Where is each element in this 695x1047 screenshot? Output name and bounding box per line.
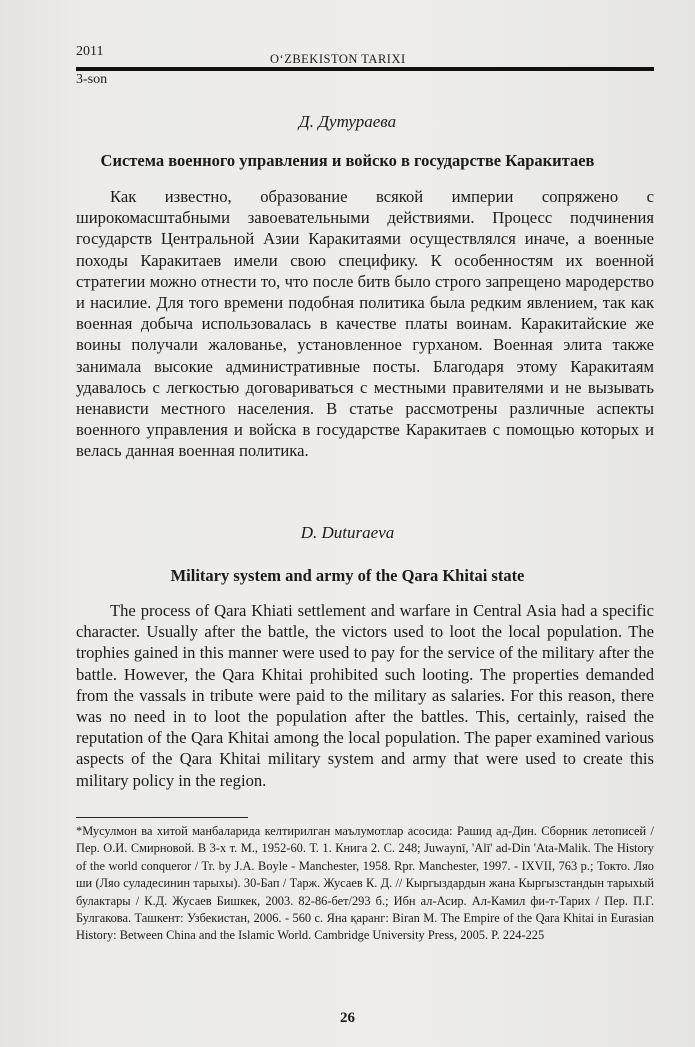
russian-author: Д. Дутураева bbox=[298, 112, 397, 131]
footnote-rule bbox=[76, 817, 248, 818]
page-number: 26 bbox=[340, 1010, 355, 1026]
header-journal-title: O‘ZBEKISTON TARIXI bbox=[270, 52, 406, 66]
russian-abstract: Как известно, образование всякой империи сопряжено с широкомасштабными завоевательными действиями. Процесс подчинения государств Центральной Азии Каракитаями осуществлялся иначе, а военные походы Каракитаев имели свою специфику. К особенностям их военной стратегии можно отнести то, что после битв было строго запрещено мародерство и насилие. Для того времени подобная политика была редким явлением, так как военная добыча использовалась в качестве платы воинам. Каракитайские же воины получали жалованье, установленное гурханом. Военная элита также занимала высокие административные посты. Благодаря этому Каракитаям удавалось с легкостью договариваться с местными правителями и не вызывать ненависти местного населения. В статье рассмотрены различные аспекты военного управления и войска в государстве Каракитаев с помощью которых и велась данная военная политика. bbox=[76, 187, 654, 461]
english-title: Military system and army of the Qara Khitai state bbox=[170, 566, 525, 585]
header-rule bbox=[76, 67, 654, 71]
header-year: 2011 bbox=[76, 44, 104, 59]
footnote: *Мусулмон ва хитой манбаларида келтирилган маълумотлар асосида: Рашид ад-Дин. Сборник летописей / Пер. О.И. Смирновой. В 3-х т. М., 1952-60. Т. 1. Книга 2. С. 248; Juwaynī, 'Alī' ad-Din 'Ata-Malik. The History of the world conqueror / Tr. by J.A. Boyle - Manchester, 1958. Rpr. Manchester, 1997. - IXVII, 763 p.; Токто. Ляо ши (Ляо суладесинин тарыхы). 30-Бап / Тарж. Жусаев К. Д. // Кыргыздардын жана Кыргызстандын тарыхый булактары / К.Д. Жусаев Бишкек, 2003. 82-86-бет/293 б.; Ибн ал-Асир. Ал-Камил фи-т-Тарих / Пер. П.Г. Булгакова. Ташкент: Узбекистан, 2006. - 560 с. Яна қаранг: Biran M. The Empire of the Qara Khitai in Eurasian History: Between China and the Islamic World. Cambridge University Press, 2005. P. 224-225 bbox=[76, 824, 654, 943]
english-abstract: The process of Qara Khiati settlement and warfare in Central Asia had a specific character. Usually after the battle, the victors used to loot the local population. The trophies gained in this manner were used to pay for the service of the military after the battle. However, the Qara Khitai prohibited such looting. The properties demanded from the vassals in tribute were paid to the military as salaries. For this reason, there was no need in to loot the population after the battles. This, certainly, raised the reputation of the Qara Khitai among the local population. The paper examined various aspects of the Qara Khitai military system and army that were used to create this military policy in the region. bbox=[76, 601, 654, 790]
header-issue: 3-son bbox=[76, 72, 108, 87]
russian-title: Система военного управления и войско в государстве Каракитаев bbox=[100, 151, 595, 170]
english-author: D. Duturaeva bbox=[300, 523, 395, 542]
